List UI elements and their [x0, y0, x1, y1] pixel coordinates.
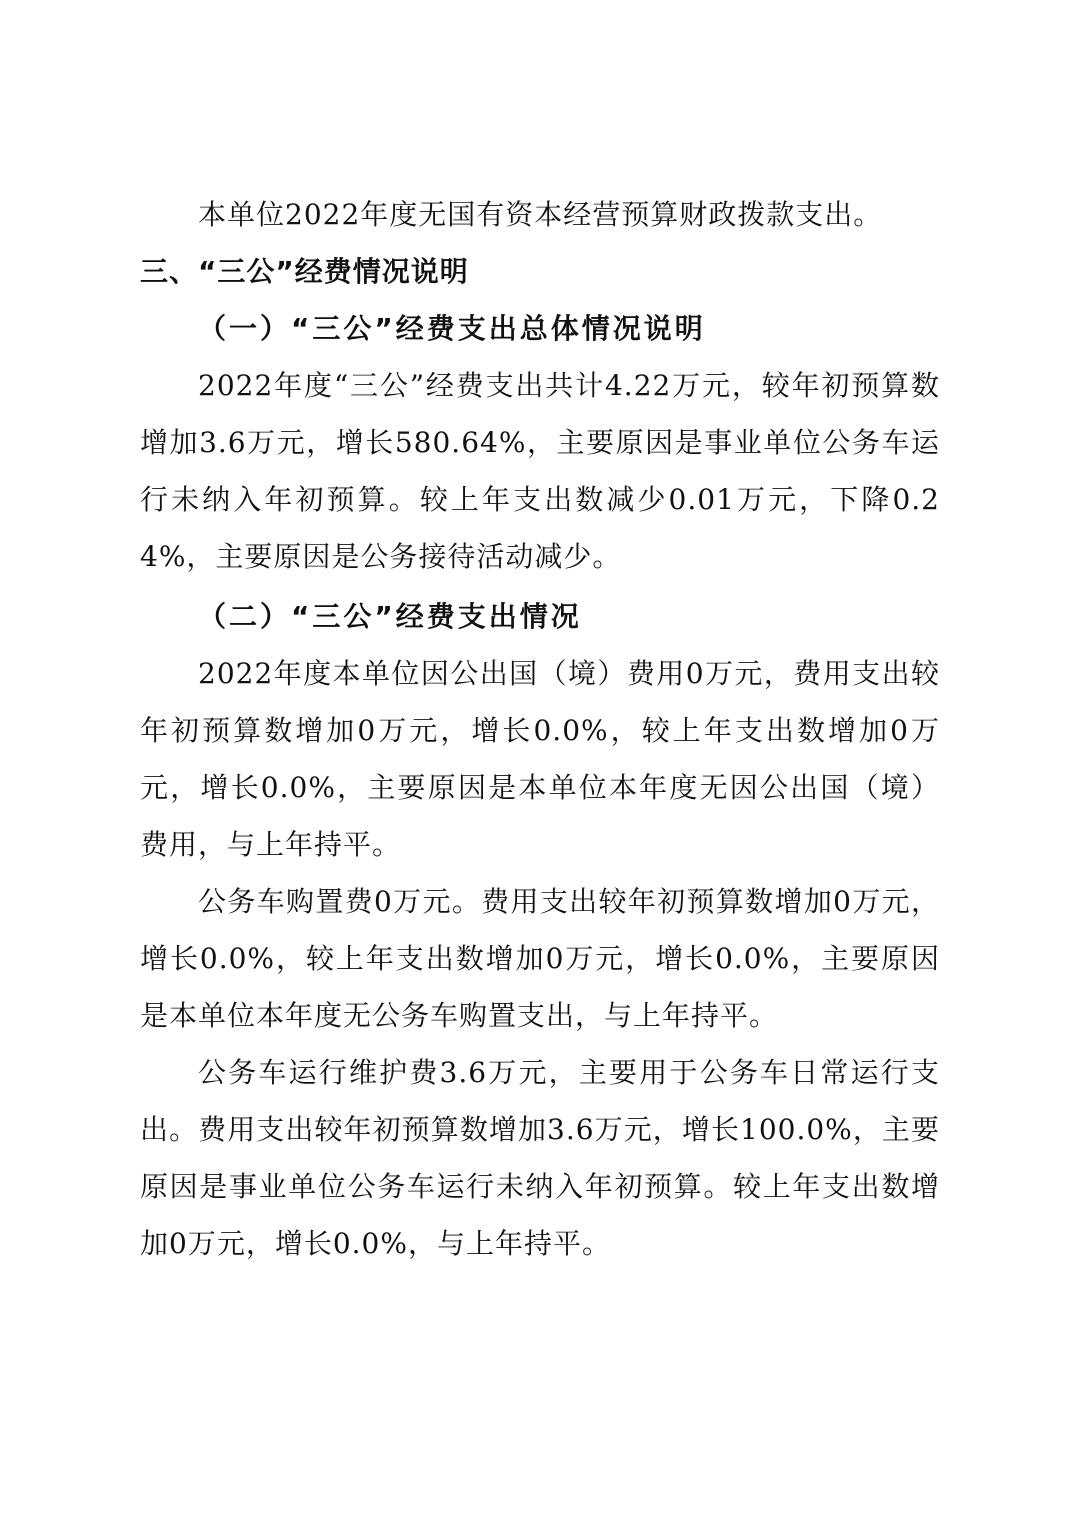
paragraph-overall-expenditure: 2022年度“三公”经费支出共计4.22万元，较年初预算数增加3.6万元，增长580.64%，主要原因是事业单位公务车运行未纳入年初预算。较上年支出数减少0.01万元，下降0.24%，主要原因是公务接待活动减少。 [140, 369, 940, 573]
subsection-heading-overall: （一）“三公”经费支出总体情况说明 [198, 312, 706, 345]
paragraph-vehicle-maintenance: 公务车运行维护费3.6万元，主要用于公务车日常运行支出。费用支出较年初预算数增加3.6万元，增长100.0%，主要原因是事业单位公务车运行未纳入年初预算。较上年支出数增加0万元，增长0.0%，与上年持平。 [140, 1056, 940, 1260]
paragraph-state-capital-budget: 本单位2022年度无国有资本经营预算财政拨款支出。 [198, 198, 883, 231]
paragraph-overseas-travel: 2022年度本单位因公出国（境）费用0万元，费用支出较年初预算数增加0万元，增长0.0%，较上年支出数增加0万元，增长0.0%，主要原因是本单位本年度无因公出国（境）费用，与上年持平。 [140, 657, 940, 861]
paragraph-vehicle-purchase: 公务车购置费0万元。费用支出较年初预算数增加0万元，增长0.0%，较上年支出数增加0万元，增长0.0%，主要原因是本单位本年度无公务车购置支出，与上年持平。 [140, 885, 940, 1032]
subsection-heading-details: （二）“三公”经费支出情况 [198, 600, 582, 633]
section-heading-three-public-funds: 三、“三公”经费情况说明 [140, 255, 469, 288]
document-body [140, 186, 940, 1272]
